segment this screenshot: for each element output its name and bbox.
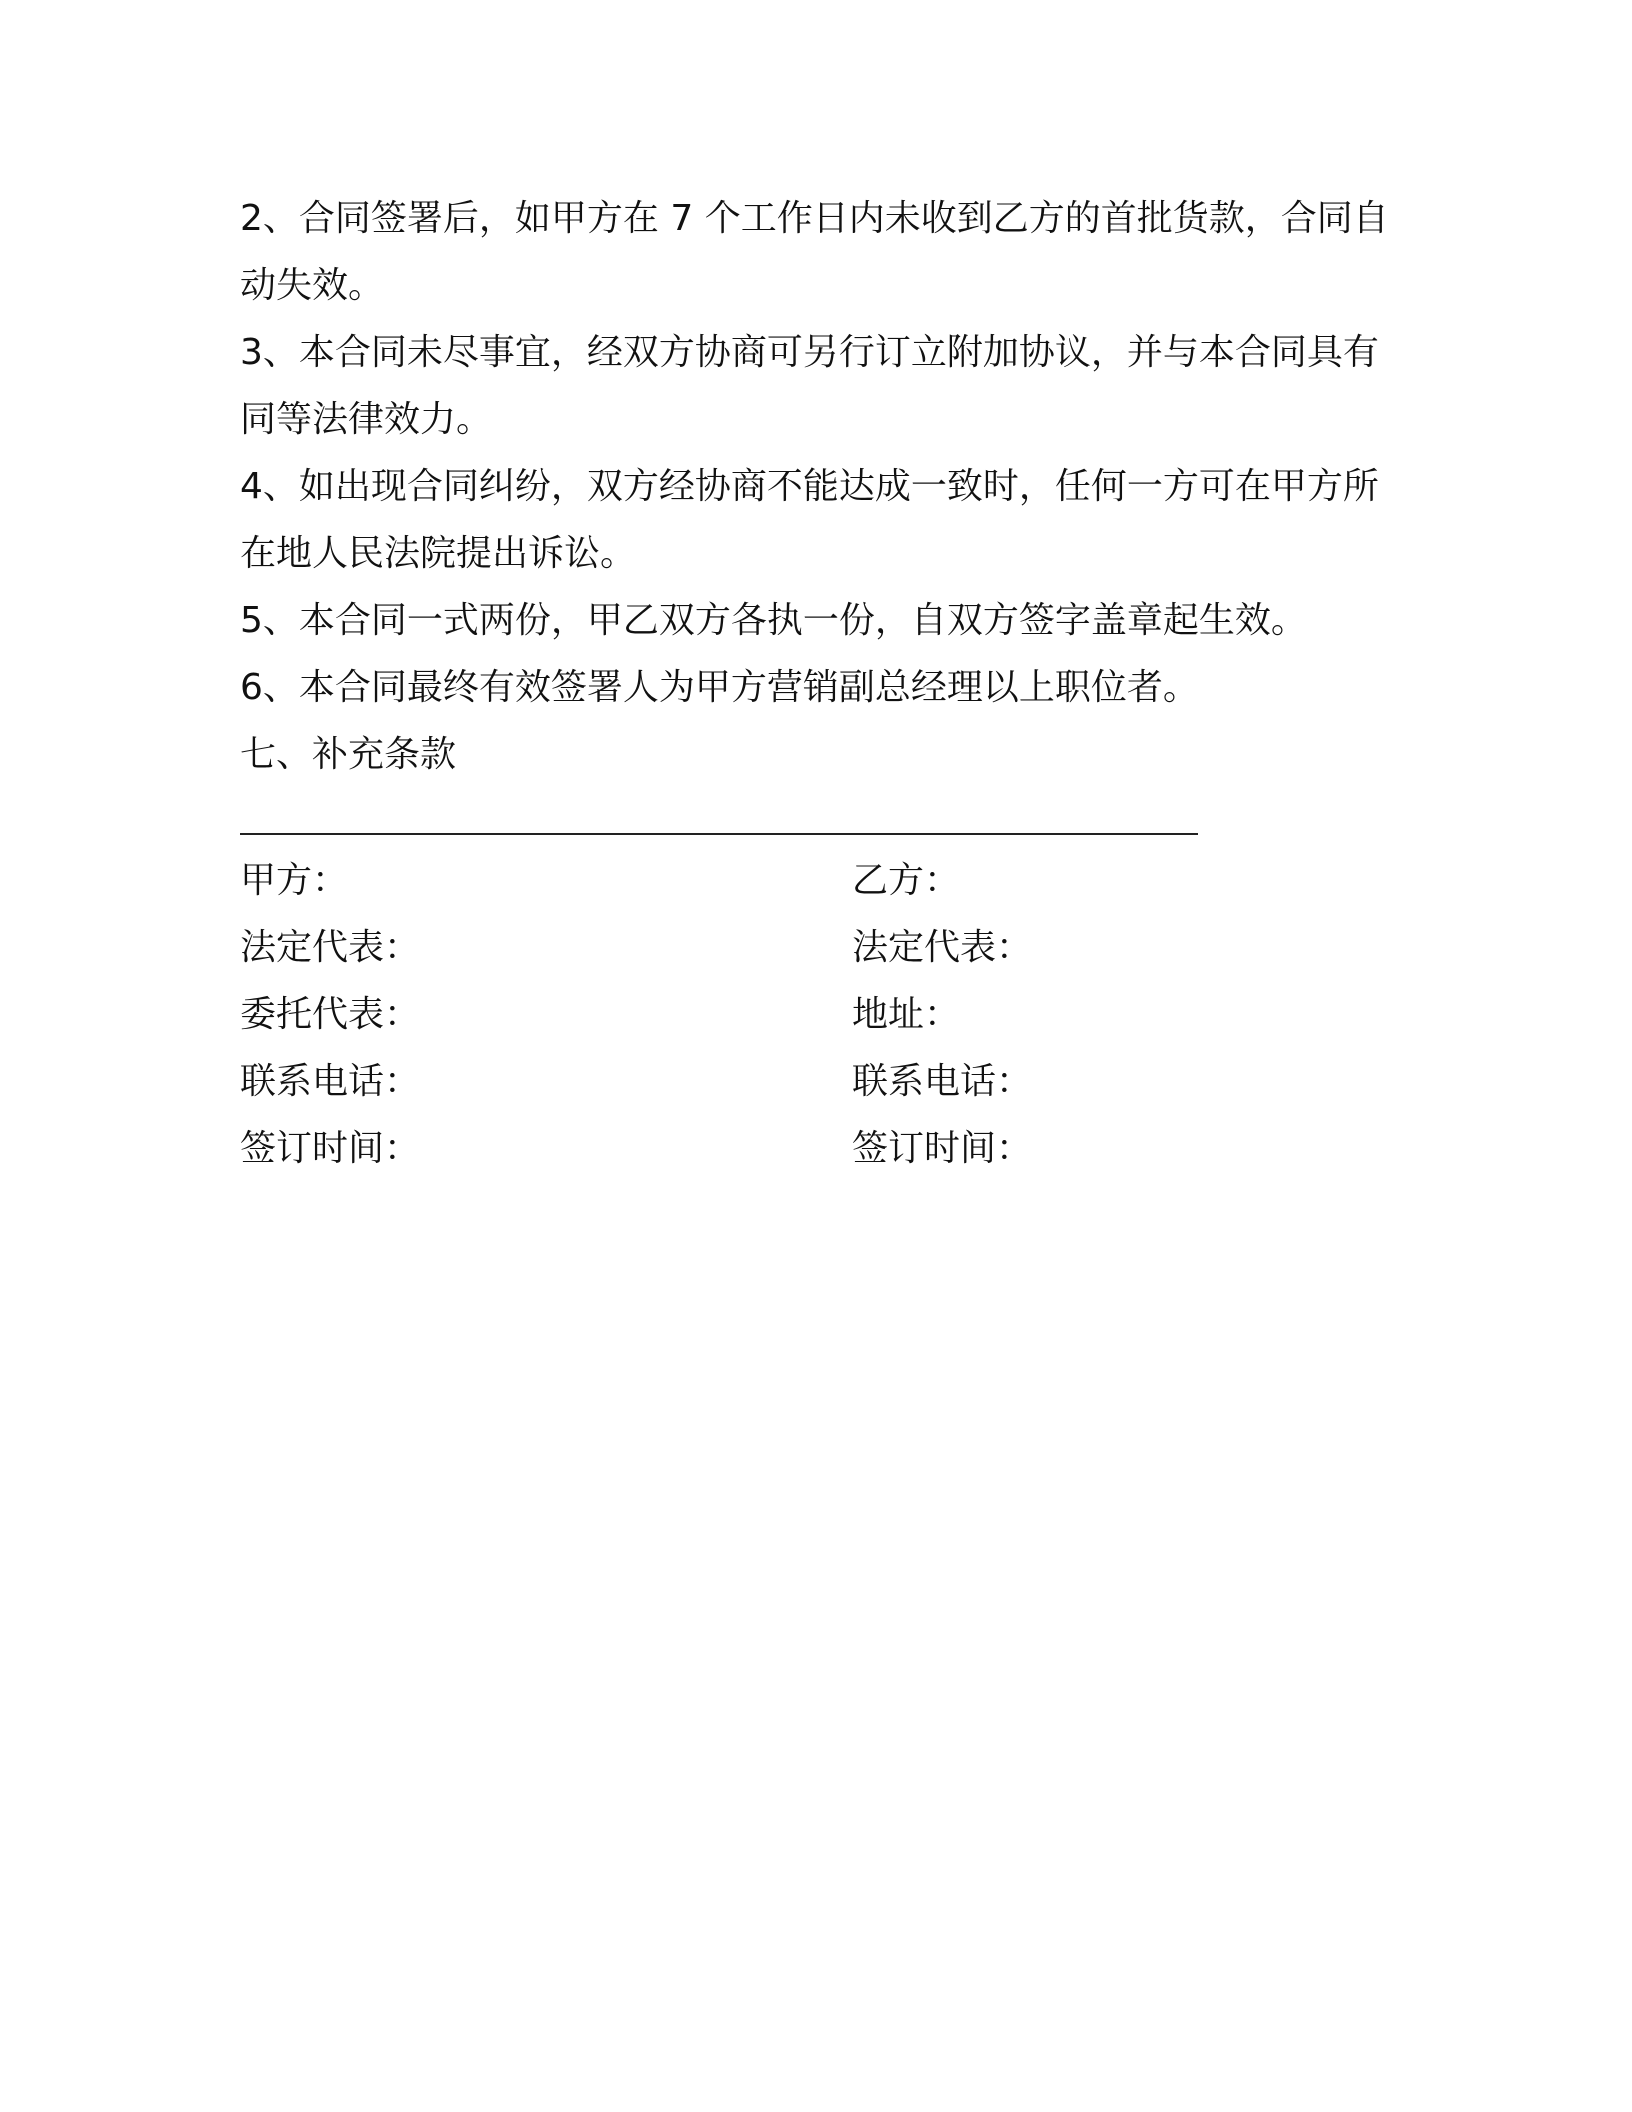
signature-row-date <box>240 1115 1390 1182</box>
party-b-label: 乙方： <box>852 860 961 901</box>
signature-row-phone <box>240 1048 1390 1115</box>
party-a-agent-label: 委托代表： <box>240 994 421 1035</box>
signature-block <box>240 847 1390 1182</box>
signature-row-legal-rep <box>240 914 1390 981</box>
signature-row-agent-address <box>240 981 1390 1048</box>
party-a-legal-rep-label: 法定代表： <box>240 927 421 968</box>
contract-body <box>240 185 1390 1182</box>
clause-3: 3、本合同未尽事宜，经双方协商可另行订立附加协议，并与本合同具有同等法律效力。 <box>240 332 1379 440</box>
supplement-blank-line <box>240 833 1198 835</box>
party-b-date-label: 签订时间： <box>852 1128 1033 1169</box>
party-b-legal-rep-label: 法定代表： <box>852 927 1033 968</box>
party-a-label: 甲方： <box>240 860 349 901</box>
clause-6: 6、本合同最终有效签署人为甲方营销副总经理以上职位者。 <box>240 667 1199 708</box>
clause-5: 5、本合同一式两份，甲乙双方各执一份，自双方签字盖章起生效。 <box>240 600 1307 641</box>
clause-2: 2、合同签署后，如甲方在 7 个工作日内未收到乙方的首批货款，合同自动失效。 <box>240 198 1389 306</box>
party-b-address-label: 地址： <box>852 994 961 1035</box>
supplement-heading: 七、补充条款 <box>240 734 457 775</box>
signature-row-party <box>240 847 1390 914</box>
party-a-date-label: 签订时间： <box>240 1128 421 1169</box>
party-b-phone-label: 联系电话： <box>852 1061 1033 1102</box>
party-a-phone-label: 联系电话： <box>240 1061 421 1102</box>
clause-4: 4、如出现合同纠纷，双方经协商不能达成一致时，任何一方可在甲方所在地人民法院提出诉讼。 <box>240 466 1379 574</box>
